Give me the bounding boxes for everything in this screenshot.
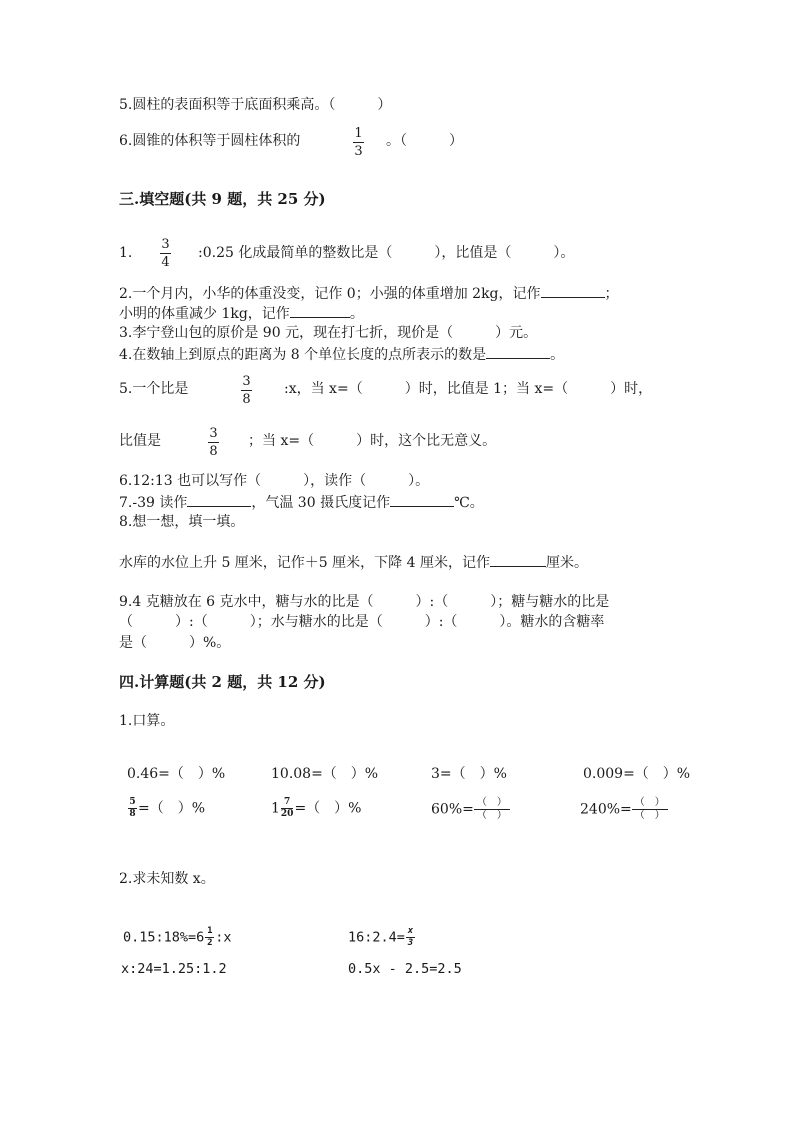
equation-c: x:24=1.25:1.2 xyxy=(121,961,227,977)
fraction-denominator[interactable]: （ ） xyxy=(476,810,507,821)
s3-q2-line1 xyxy=(119,283,619,304)
oral-g-prefix: 60%= xyxy=(431,801,474,818)
oral-e-fraction xyxy=(128,798,137,819)
s3-q5-text: :x，当 x=（ ）时，比值是 1；当 x=（ ）时， xyxy=(284,381,653,397)
judge-q5: 5.圆柱的表面积等于底面积乘高。（ ） xyxy=(119,97,392,113)
judge-q6-fraction xyxy=(353,126,364,159)
s3-q2-line2-text: 小明的体重减少 1kg，记作 xyxy=(119,306,290,322)
s4-q2: 2.求未知数 x。 xyxy=(119,871,215,887)
s3-q7 xyxy=(119,492,484,513)
answer-blank[interactable] xyxy=(486,344,550,359)
fraction-numerator: x xyxy=(407,926,414,936)
judge-q6-prefix: 6.圆锥的体积等于圆柱体积的 xyxy=(119,133,301,149)
fraction-numerator: 3 xyxy=(209,426,218,441)
s3-q8-body-a: 水库的水位上升 5 厘米，记作＋5 厘米，下降 4 厘米，记作 xyxy=(119,555,490,571)
oral-e-text: =（ ）% xyxy=(138,800,206,817)
s3-q5-prefix: 5.一个比是 xyxy=(119,381,189,397)
equation-a-suffix: :x xyxy=(215,929,232,946)
answer-blank[interactable] xyxy=(541,283,605,298)
s3-q5-line2-prefix: 比值是 xyxy=(119,433,161,449)
s3-q9-line3: 是（ ）%。 xyxy=(119,635,231,651)
oral-h-fraction xyxy=(632,798,668,821)
oral-d: 0.009=（ ）% xyxy=(583,766,691,782)
oral-f-whole: 1 xyxy=(271,800,280,817)
s3-q9-line1: 9.4 克糖放在 6 克水中，糖与水的比是（ ）:（ ）；糖与糖水的比是 xyxy=(119,594,610,610)
oral-f-fraction xyxy=(281,798,294,819)
fraction-denominator: 8 xyxy=(129,809,136,819)
answer-blank[interactable] xyxy=(187,492,251,507)
equation-a-prefix: 0.15:18%=6 xyxy=(123,929,205,946)
oral-h-prefix: 240%= xyxy=(580,801,632,818)
oral-f-text: =（ ）% xyxy=(294,800,362,817)
s3-q1-fraction xyxy=(160,237,171,270)
s3-q4-end: 。 xyxy=(550,347,565,363)
s3-q7-c: ℃。 xyxy=(454,495,484,511)
equation-a-fraction xyxy=(205,927,214,948)
fraction-bar xyxy=(353,142,364,143)
s3-q8-body xyxy=(119,552,588,573)
fraction-numerator[interactable]: （ ） xyxy=(634,797,665,808)
s3-q2-line2-end: 。 xyxy=(349,306,364,322)
fraction-denominator[interactable]: （ ） xyxy=(634,810,665,821)
s3-q2-line1-text: 2.一个月内，小华的体重没变，记作 0；小强的体重增加 2kg，记作 xyxy=(119,286,541,302)
s3-q2-line1-end: ； xyxy=(604,286,619,302)
oral-a: 0.46=（ ）% xyxy=(127,766,226,782)
equation-b-prefix: 16:2.4= xyxy=(348,929,405,946)
s3-q4 xyxy=(119,344,564,365)
equation-b-fraction xyxy=(406,927,415,948)
s3-q7-b: ，气温 30 摄氏度记作 xyxy=(251,495,391,511)
s3-q1-text: :0.25 化成最简单的整数比是（ ），比值是（ ）。 xyxy=(198,245,575,261)
oral-g-fraction xyxy=(474,798,510,821)
fraction-denominator: 3 xyxy=(407,938,414,948)
s3-q3: 3.李宁登山包的原价是 90 元，现在打七折，现价是（ ）元。 xyxy=(119,325,538,341)
equation-b xyxy=(348,927,416,948)
fraction-numerator: 7 xyxy=(284,797,291,807)
fraction-numerator: 1 xyxy=(354,126,363,141)
section4-title: 四.计算题(共 2 题，共 12 分) xyxy=(119,673,326,691)
section3-title: 三.填空题(共 9 题，共 25 分) xyxy=(119,190,326,208)
fraction-numerator: 3 xyxy=(242,374,251,389)
oral-g xyxy=(431,798,510,821)
s3-q5-fraction xyxy=(241,374,252,407)
fraction-denominator: 8 xyxy=(209,444,218,459)
s3-q2-line2 xyxy=(119,303,364,324)
oral-h xyxy=(580,798,668,821)
fraction-bar xyxy=(208,442,219,443)
oral-b: 10.08=（ ）% xyxy=(271,766,379,782)
judge-q6-suffix: 。（ ） xyxy=(386,133,463,149)
s3-q6: 6.12:13 也可以写作（ ），读作（ ）。 xyxy=(119,473,430,489)
s3-q1-number: 1. xyxy=(119,245,133,261)
answer-blank[interactable] xyxy=(390,492,454,507)
s3-q5-line2-fraction xyxy=(208,426,219,459)
fraction-bar xyxy=(160,253,171,254)
equation-a xyxy=(123,927,232,948)
s4-q1: 1.口算。 xyxy=(119,713,175,729)
oral-f xyxy=(271,798,362,819)
fraction-bar xyxy=(241,390,252,391)
fraction-denominator: 8 xyxy=(242,392,251,407)
s3-q7-a: 7.-39 读作 xyxy=(119,495,188,511)
s3-q9-line2: （ ）:（ ）；水与糖水的比是（ ）:（ ）。糖水的含糖率 xyxy=(119,614,605,630)
fraction-numerator: 1 xyxy=(207,926,213,936)
s3-q8-body-b: 厘米。 xyxy=(545,555,588,571)
answer-blank[interactable] xyxy=(290,303,350,318)
fraction-denominator: 4 xyxy=(161,255,170,270)
fraction-denominator: 20 xyxy=(280,809,294,819)
fraction-numerator: 3 xyxy=(161,237,170,252)
fraction-numerator[interactable]: （ ） xyxy=(476,797,507,808)
oral-c: 3=（ ）% xyxy=(431,766,507,782)
fraction-denominator: 2 xyxy=(207,938,213,948)
s3-q4-text: 4.在数轴上到原点的距离为 8 个单位长度的点所表示的数是 xyxy=(119,347,487,363)
s3-q8: 8.想一想，填一填。 xyxy=(119,514,245,530)
s3-q5-line2-text: ；当 x=（ ）时，这个比无意义。 xyxy=(248,433,497,449)
answer-blank[interactable] xyxy=(490,552,546,567)
equation-d: 0.5x - 2.5=2.5 xyxy=(348,961,462,977)
judge-q6 xyxy=(119,131,300,151)
fraction-denominator: 3 xyxy=(354,144,363,159)
fraction-numerator: 5 xyxy=(129,797,136,807)
oral-e xyxy=(127,798,205,819)
